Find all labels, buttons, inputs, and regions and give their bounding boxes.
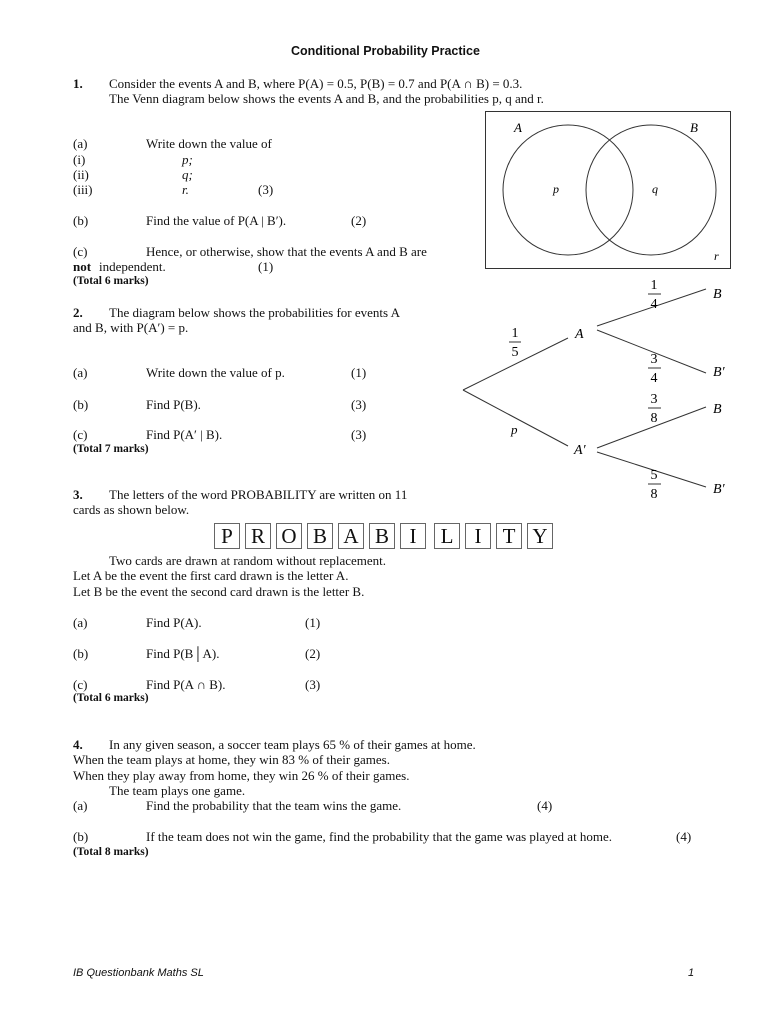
frac-1-5-num: 1 bbox=[511, 326, 519, 341]
q1-i-label: (i) bbox=[73, 152, 86, 167]
q1-b-marks: (2) bbox=[351, 213, 367, 228]
q2-line2: and B, with P(A′) = p. bbox=[73, 320, 189, 335]
tree-event-bprime-bottom: B′ bbox=[713, 482, 725, 497]
frac-3-4-num: 3 bbox=[650, 352, 658, 367]
q3-line4: Let A be the event the first card drawn is the letter A. bbox=[73, 568, 349, 583]
q1-c-text2: independent. bbox=[99, 259, 166, 274]
q4-line2: When the team plays at home, they win 83 % of their games. bbox=[73, 752, 390, 767]
letter-card: B bbox=[369, 523, 395, 549]
q4-b-label: (b) bbox=[73, 829, 89, 844]
q1-a-text: Write down the value of bbox=[146, 136, 272, 151]
q2-line1: The diagram below shows the probabilities for events A bbox=[109, 305, 400, 320]
q1-c-marks: (1) bbox=[258, 259, 274, 274]
letter-card: A bbox=[338, 523, 364, 549]
q2-b-text: Find P(B). bbox=[146, 397, 201, 412]
q3-c-text: Find P(A ∩ B). bbox=[146, 677, 226, 692]
frac-1-4-num: 1 bbox=[650, 278, 658, 293]
tree-event-b-top: B bbox=[713, 287, 722, 302]
q1-ii-label: (ii) bbox=[73, 167, 89, 182]
q1-ii-text: q; bbox=[182, 167, 193, 182]
q2-number: 2. bbox=[73, 305, 83, 320]
q1-i-text: p; bbox=[182, 152, 193, 167]
q1-b-label: (b) bbox=[73, 213, 89, 228]
page-number: 1 bbox=[688, 967, 695, 979]
q1-iii-text: r. bbox=[182, 182, 189, 197]
venn-label-a: A bbox=[514, 120, 522, 135]
letter-card: L bbox=[434, 523, 460, 549]
letter-card: I bbox=[400, 523, 426, 549]
venn-label-p: p bbox=[553, 182, 559, 196]
letter-card: I bbox=[465, 523, 491, 549]
q3-line5: Let B be the event the second card drawn is the letter B. bbox=[73, 584, 365, 599]
q4-b-marks: (4) bbox=[676, 829, 692, 844]
q3-line3: Two cards are drawn at random without replacement. bbox=[109, 553, 387, 568]
page-title: Conditional Probability Practice bbox=[291, 44, 480, 58]
q4-line4: The team plays one game. bbox=[109, 783, 246, 798]
frac-1-4-den: 4 bbox=[650, 297, 658, 312]
q1-c-not: not bbox=[73, 259, 92, 274]
frac-3-8-den: 8 bbox=[650, 411, 658, 426]
q2-c-marks: (3) bbox=[351, 427, 367, 442]
q1-line1: Consider the events A and B, where P(A) = 0.5, P(B) = 0.7 and P(A ∩ B) = 0.3. bbox=[109, 76, 523, 91]
tree-event-a-prime: A′ bbox=[574, 443, 586, 458]
q4-total: (Total 8 marks) bbox=[73, 846, 149, 858]
q3-b-text: Find P(B│A). bbox=[146, 646, 220, 661]
q3-c-label: (c) bbox=[73, 677, 88, 692]
q2-b-label: (b) bbox=[73, 397, 89, 412]
q4-a-marks: (4) bbox=[537, 798, 553, 813]
q2-a-label: (a) bbox=[73, 365, 88, 380]
q3-a-marks: (1) bbox=[305, 615, 321, 630]
q1-total: (Total 6 marks) bbox=[73, 275, 149, 287]
q1-a-label: (a) bbox=[73, 136, 88, 151]
letter-card: R bbox=[245, 523, 271, 549]
q4-a-text: Find the probability that the team wins the game. bbox=[146, 798, 402, 813]
frac-5-8-den: 8 bbox=[650, 487, 658, 502]
q4-a-label: (a) bbox=[73, 798, 88, 813]
q2-a-marks: (1) bbox=[351, 365, 367, 380]
q3-number: 3. bbox=[73, 487, 83, 502]
q4-line3: When they play away from home, they win 26 % of their games. bbox=[73, 768, 410, 783]
q1-line2: The Venn diagram below shows the events A and B, and the probabilities p, q and r. bbox=[109, 91, 544, 106]
q1-b-text: Find the value of P(A | B′). bbox=[146, 213, 287, 228]
letter-card: T bbox=[496, 523, 522, 549]
q2-total: (Total 7 marks) bbox=[73, 443, 149, 455]
q2-c-label: (c) bbox=[73, 427, 88, 442]
tree-event-b-bottom: B bbox=[713, 402, 722, 417]
q3-line1: The letters of the word PROBABILITY are written on 11 bbox=[109, 487, 408, 502]
q1-c-text: Hence, or otherwise, show that the events A and B are bbox=[146, 244, 427, 259]
venn-label-b: B bbox=[690, 120, 698, 135]
q3-c-marks: (3) bbox=[305, 677, 321, 692]
q3-a-label: (a) bbox=[73, 615, 88, 630]
q3-b-label: (b) bbox=[73, 646, 89, 661]
venn-label-r: r bbox=[714, 249, 719, 263]
letter-card: B bbox=[307, 523, 333, 549]
frac-3-8-num: 3 bbox=[650, 392, 658, 407]
q1-iii-marks: (3) bbox=[258, 182, 274, 197]
q2-b-marks: (3) bbox=[351, 397, 367, 412]
letter-card: O bbox=[276, 523, 302, 549]
q4-b-text: If the team does not win the game, find the probability that the game was played at home. bbox=[146, 829, 613, 844]
q1-c-label: (c) bbox=[73, 244, 88, 259]
tree-branch-a-prime bbox=[463, 390, 568, 446]
frac-1-5-den: 5 bbox=[511, 345, 519, 360]
q2-a-text: Write down the value of p. bbox=[146, 365, 285, 380]
q3-total: (Total 6 marks) bbox=[73, 692, 149, 704]
tree-event-bprime-top: B′ bbox=[713, 365, 725, 380]
letter-card: P bbox=[214, 523, 240, 549]
venn-label-q: q bbox=[652, 182, 658, 196]
frac-5-8-num: 5 bbox=[650, 468, 658, 483]
q1-iii-label: (iii) bbox=[73, 182, 93, 197]
q3-a-text: Find P(A). bbox=[146, 615, 202, 630]
tree-event-a: A bbox=[575, 327, 584, 342]
q1-number: 1. bbox=[73, 76, 83, 91]
tree-prob-p: p bbox=[511, 422, 518, 437]
footer-source: IB Questionbank Maths SL bbox=[73, 967, 204, 979]
q3-b-marks: (2) bbox=[305, 646, 321, 661]
q2-c-text: Find P(A′ | B). bbox=[146, 427, 223, 442]
frac-3-4-den: 4 bbox=[650, 371, 658, 386]
letter-card: Y bbox=[527, 523, 553, 549]
q3-line2: cards as shown below. bbox=[73, 502, 190, 517]
q4-number: 4. bbox=[73, 737, 83, 752]
q4-line1: In any given season, a soccer team plays 65 % of their games at home. bbox=[109, 737, 476, 752]
